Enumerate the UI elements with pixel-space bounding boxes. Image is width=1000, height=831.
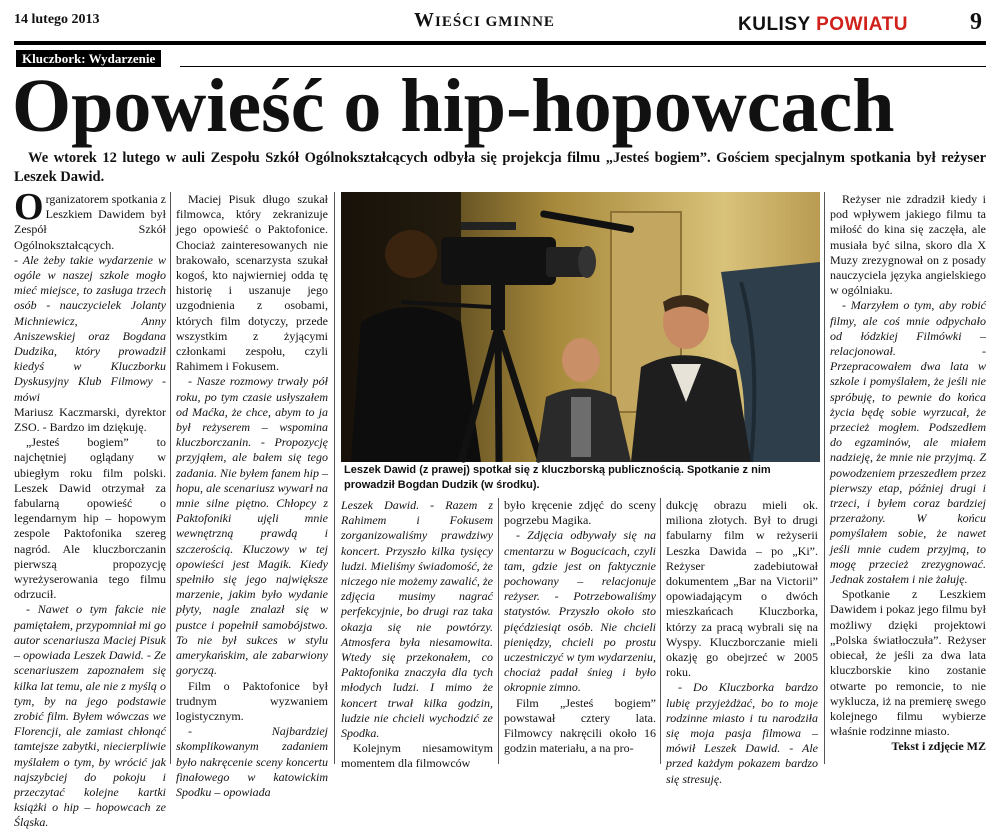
paragraph [830, 298, 986, 587]
paragraph [14, 186, 166, 253]
quote-text: - Nawet o tym fakcie nie pamiętałem, przypomniał mi go autor scenariusza Maciej Pisuk – opowiada Leszek Dawid. - Ze scenariuszem zapoznałem się kilka lat temu, ale nie z myślą o tym, by na jego podstawie zrobić film. Byłem wówczas we Florencji, ale zamiast chłonąć tamtejsze zabytki, niecierpliwie myślałem o tym, by wrócić jak najszybciej do pokoju i przeczytać kolejne kartki książki o hip – hopowcach ze Śląska. [14, 602, 166, 830]
paragraph: Film o Paktofonice był trudnym wyzwaniem logistycznym. [176, 678, 328, 723]
paragraph: Maciej Pisuk długo szukał filmowca, który zekranizuje jego opowieść o Paktofonice. Chociaż zainteresowanych nie brakowało, scenarzysta szukał kogoś, kto najwierniej odda tę historię i uszanuje jego uzgodnienia z osobami, których film dotyczy, przede wszystkim z żyjącymi członkami zespołu, czyli Rahimem i Fokusem. [176, 192, 328, 374]
section-name [738, 14, 908, 36]
paragraph-text: rganizatorem spotkania z Leszkiem Dawidem był Zespół Szkół Ogólnokształcących. [14, 192, 166, 252]
newspaper-name-initial: W [414, 9, 435, 31]
paragraph [341, 498, 493, 741]
column-divider [334, 192, 335, 764]
column-divider [660, 498, 661, 764]
page-number: 9 [970, 9, 982, 35]
paragraph [666, 680, 818, 786]
article-column-2 [176, 192, 328, 799]
headline: Opowieść o hip-hopowcach [12, 64, 895, 148]
paragraph [14, 253, 166, 405]
article-column-4 [504, 498, 656, 764]
column-divider [498, 498, 499, 764]
column-divider [170, 192, 171, 764]
paragraph: było kręcenie zdjęć do sceny pogrzebu Magika. [504, 498, 656, 528]
photo-caption: Leszek Dawid (z prawej) spotkał się z kluczborską publicznością. Spotkanie z nim prowadził Bogdan Dudzik (w środku). [344, 464, 771, 491]
paragraph: „Jesteś bogiem” to najchętniej oglądany w ubiegłym roku film polski. Leszek Dawid otrzymał za fabularną opowieść o legendarnym hip – hopowym zespole Paktofonika szereg nagród. Ale kluczborczanin pierwszą propozycję wyreżyserowania tego filmu odrzucił. [14, 435, 166, 602]
drop-cap: O [14, 186, 44, 228]
paragraph: Mariusz Kaczmarski, dyrektor ZSO. - Bardzo im dziękuję. [14, 404, 166, 435]
issue-date: 14 lutego 2013 [14, 12, 100, 27]
article-column-6 [830, 192, 986, 764]
paragraph [176, 724, 328, 800]
quote-text: - Nasze rozmowy trwały pół roku, po tym czasie usłyszałem od Maćka, że chce, abym to ja był reżyserem – wspomina kluczborczanin. - Propozycję przyjąłem, ale bałem się tego zadania. Nie byłem fanem hip – hopu, ale scenariusz wywarł na mnie silne piętno. Chłopcy z Paktofoniki ujęli mnie wewnętrzną prawdą i szczerością. Kluczowy w tej opowieści jest Magik. Kiedy spełniło się jego największe marzenie, jakim było wydanie płyty, nagle znalazł się w pustce i popełnił samobójstwo. To nie był sukces w stylu amerykańskim, ale zabarwiony goryczą. [176, 374, 328, 678]
section-name-red: POWIATU [816, 14, 908, 35]
quote-text: - Do Kluczborka bardzo lubię przyjeżdżać, bo to moje rodzinne miasto i tu narodziła się moja pasja filmowa – mówił Leszek Dawid. - Ale przed każdym pokazem bardzo się stresuję. [666, 680, 818, 786]
article-column-3 [341, 498, 493, 771]
quote-text: - Zdjęcia odbywały się na cmentarzu w Bogucicach, czyli tam, gdzie jest on faktycznie pochowany – relacjonuje reżyser. - Potrzebowaliśmy statystów. Przyszło około sto pięćdziesiąt osób. Nie chcieli pieniędzy, chcieli po prostu uczestniczyć w tym wydarzeniu, chociaż padał śnieg i było okropnie zimno. [504, 528, 656, 695]
article-column-5 [666, 498, 818, 786]
paragraph: Reżyser nie zdradził kiedy i pod wpływem jakiego filmu ta miłość do kina się zaczęła, ale musiała być silna, skoro dla X Muzy zrezygnował on z posady nauczyciela języka angielskiego w ogólniaku. [830, 192, 986, 298]
quote-text: - Ale żeby takie wydarzenie w ogóle w naszej szkole mogło mieć miejsce, to zasługa trzech osób - nauczycielek Jolanty Michniewicz, Anny Aniszewskiej oraz Bogdana Dudzika, który prowadził kiedyś w Kluczborku Dyskusyjny Klub Filmowy - mówi [14, 252, 166, 404]
paragraph [504, 528, 656, 695]
paragraph [14, 602, 166, 830]
quote-text: - Marzyłem o tym, aby robić filmy, ale coś mnie odpychało od łódzkiej Filmówki – relacjonował. - Przepracowałem dwa lata w szkole i pomyślałem, że jeśli nie spróbuję, to pewnie do końca życia będę sobie wyrzucał, że przecież mogłem. Podszedłem do egzaminów, ale miałem nadzieję, że mnie nie przyjmą. Z powodzeniem przeszedłem przez pierwszy etap, później drugi i trzeci, i byłem coraz bardziej przerażony. W końcu pomyślałem sobie, że nawet jeśli mnie cudem przyjmą, to mogę przecież zrezygnować. Jednak zostałem i nie żałuję. [830, 298, 986, 587]
lead-paragraph: We wtorek 12 lutego w auli Zespołu Szkół Ogólnokształcących odbyła się projekcja filmu „Jesteś bogiem”. Gościem specjalnym spotkania był reżyser Leszek Dawid. [14, 150, 986, 185]
paragraph: Kolejnym niesamowitym momentem dla filmowców [341, 741, 493, 771]
quote-text: - Najbardziej skomplikowanym zadaniem było nakręcenie sceny koncertu finałowego w katowickim Spodku – opowiada [176, 724, 328, 799]
paragraph: dukcję obrazu mieli ok. miliona złotych. Był to drugi fabularny film w reżyserii Leszka Dawida – po „Ki”. Reżyser zadebiutował dokumentem „Bar na Victorii” opowiadającym o dwóch mieszkańcach Kluczborka, którzy za pracą wybrali się na Wyspy. Kluczborczanie mieli okazję go obejrzeć w 2005 roku. [666, 498, 818, 680]
column-divider [824, 192, 825, 764]
author-credit: Tekst i zdjęcie MZ [891, 739, 986, 754]
article-photo [341, 192, 820, 462]
article-column-1 [14, 186, 166, 830]
section-name-black: KULISY [738, 14, 811, 35]
header-rule [14, 41, 986, 45]
newspaper-name [414, 9, 555, 32]
section-kicker: Kluczbork: Wydarzenie [16, 50, 161, 67]
paragraph: Spotkanie z Leszkiem Dawidem i pokaz jego filmu był możliwy dzięki projektowi „Polska światłoczuła”. Reżyser obiecał, że jeśli za dwa lata kluczborskie kino zostanie otwarte po remoncie, to nie wyklucza, iż na premierę swego kolejnego filmu wybierze właśnie rodzinne miasto. [830, 587, 986, 739]
photo-image [341, 192, 820, 462]
paragraph [176, 374, 328, 678]
page-header [14, 6, 986, 36]
paragraph: Film „Jesteś bogiem” powstawał cztery lata. Filmowcy nakręcili około 16 godzin materiału, a na pro- [504, 695, 656, 756]
quote-text: Leszek Dawid. - Razem z Rahimem i Fokusem zorganizowaliśmy prawdziwy koncert. Przyszło kilka tysięcy ludzi. Mieliśmy świadomość, że niczego nie możemy zawalić, że zdjęcia musimy nagrać perfekcyjnie, bo drugi raz taka okazja się nie powtórzy. Atmosfera była niesamowita. Wtedy się przekonałem, co Paktofonika znaczyła dla tych młodych ludzi. I mimo że koncert trwał kilka godzin, ludzie nie chcieli wychodzić ze Spodka. [341, 498, 493, 741]
newspaper-name-rest: IEŚCI GMINNE [435, 14, 555, 30]
